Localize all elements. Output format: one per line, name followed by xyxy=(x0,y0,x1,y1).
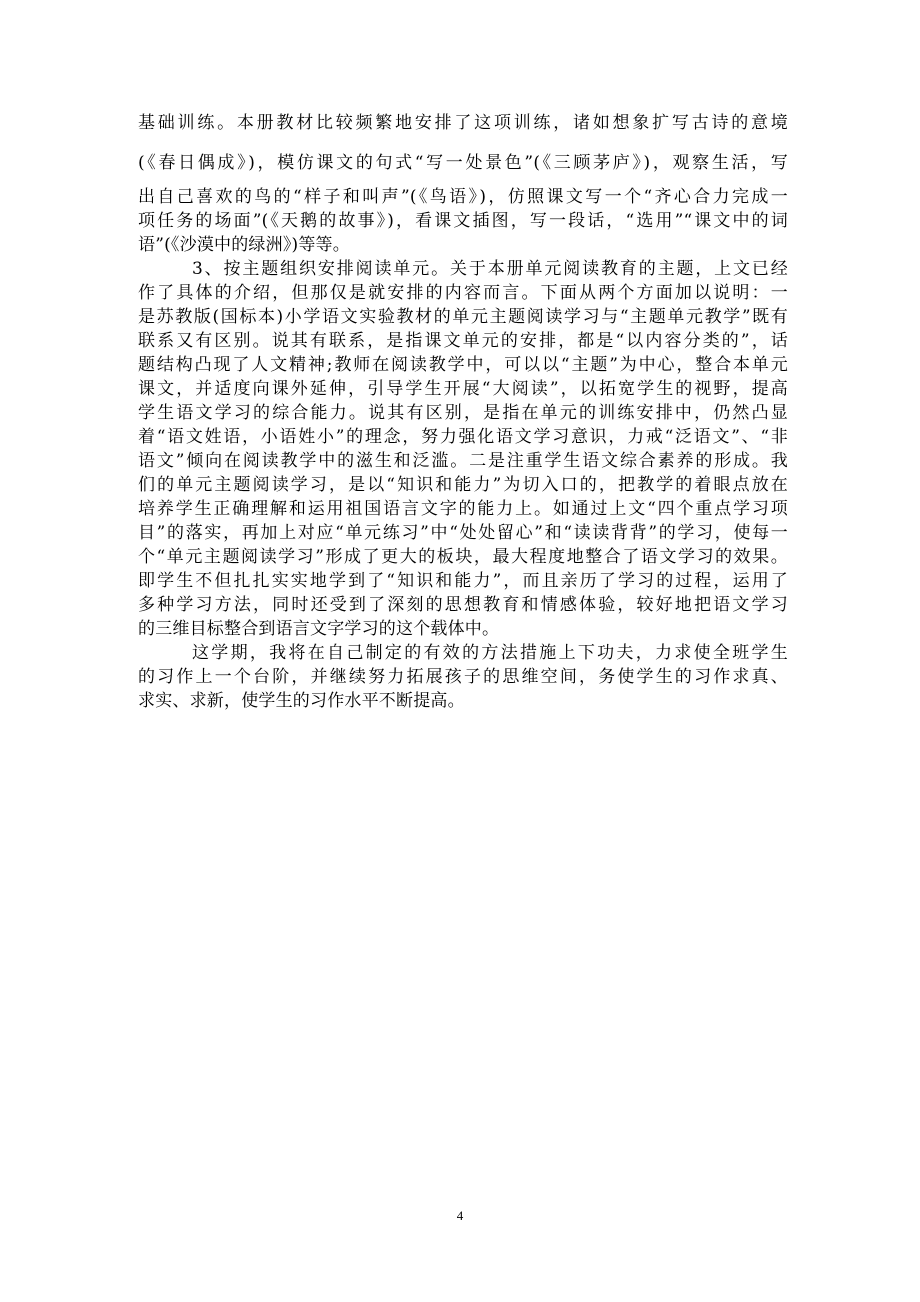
text-line: 出自己喜欢的鸟的“样子和叫声”(《鸟语》)，仿照课文写一个“齐心合力完成一 xyxy=(138,187,788,207)
text-line: 们的单元主题阅读学习，是以“知识和能力”为切入口的，把教学的着眼点放在 xyxy=(138,475,788,495)
text-line: (《春日偶成》)，模仿课文的句式“写一处景色”(《三顾茅庐》)，观察生活，写 xyxy=(138,153,788,173)
text-line: 的习作上一个台阶，并继续努力拓展孩子的思维空间，务使学生的习作求真、 xyxy=(138,667,788,687)
text-line: 语”(《沙漠中的绿洲》)等等。 xyxy=(138,235,350,255)
text-line: 即学生不但扎扎实实地学到了“知识和能力”，而且亲历了学习的过程，运用了 xyxy=(138,571,788,591)
text-line: 多种学习方法，同时还受到了深刻的思想教育和情感体验，较好地把语文学习 xyxy=(138,595,788,615)
text-line: 个“单元主题阅读学习”形成了更大的板块，最大程度地整合了语文学习的效果。 xyxy=(138,547,788,567)
text-line: 目”的落实，再加上对应“单元练习”中“处处留心”和“读读背背”的学习，使每一 xyxy=(138,523,788,543)
text-line: 联系又有区别。说其有联系，是指课文单元的安排，都是“以内容分类的”，话 xyxy=(138,331,788,351)
text-line: 是苏教版(国标本)小学语文实验教材的单元主题阅读学习与“主题单元教学”既有 xyxy=(138,307,788,327)
text-line: 课文，并适度向课外延伸，引导学生开展“大阅读”，以拓宽学生的视野，提高 xyxy=(138,379,788,399)
paragraph-start-line: 这学期，我将在自己制定的有效的方法措施上下功夫，力求使全班学生 xyxy=(192,643,788,663)
text-line: 学生语文学习的综合能力。说其有区别，是指在单元的训练安排中，仍然凸显 xyxy=(138,403,788,423)
text-line: 作了具体的介绍，但那仅是就安排的内容而言。下面从两个方面加以说明：一 xyxy=(138,283,788,303)
text-line: 的三维目标整合到语言文字学习的这个载体中。 xyxy=(138,619,500,639)
text-line: 题结构凸现了人文精神;教师在阅读教学中，可以以“主题”为中心，整合本单元 xyxy=(138,355,788,375)
text-line: 求实、求新，使学生的习作水平不断提高。 xyxy=(138,691,465,711)
paragraph-start-line: 3、按主题组织安排阅读单元。关于本册单元阅读教育的主题，上文已经 xyxy=(192,259,788,279)
text-line: 基础训练。本册教材比较频繁地安排了这项训练，诸如想象扩写古诗的意境 xyxy=(138,113,788,133)
text-line: 着“语文姓语，小语姓小”的理念，努力强化语文学习意识，力戒“泛语文”、“非 xyxy=(138,427,788,447)
text-line: 培养学生正确理解和运用祖国语言文字的能力上。如通过上文“四个重点学习项 xyxy=(138,499,788,519)
text-line: 语文”倾向在阅读教学中的滋生和泛滥。二是注重学生语文综合素养的形成。我 xyxy=(138,451,788,471)
text-line: 项任务的场面”(《天鹅的故事》)，看课文插图，写一段话，“选用”“课文中的词 xyxy=(138,211,788,231)
page-number: 4 xyxy=(456,1208,464,1223)
